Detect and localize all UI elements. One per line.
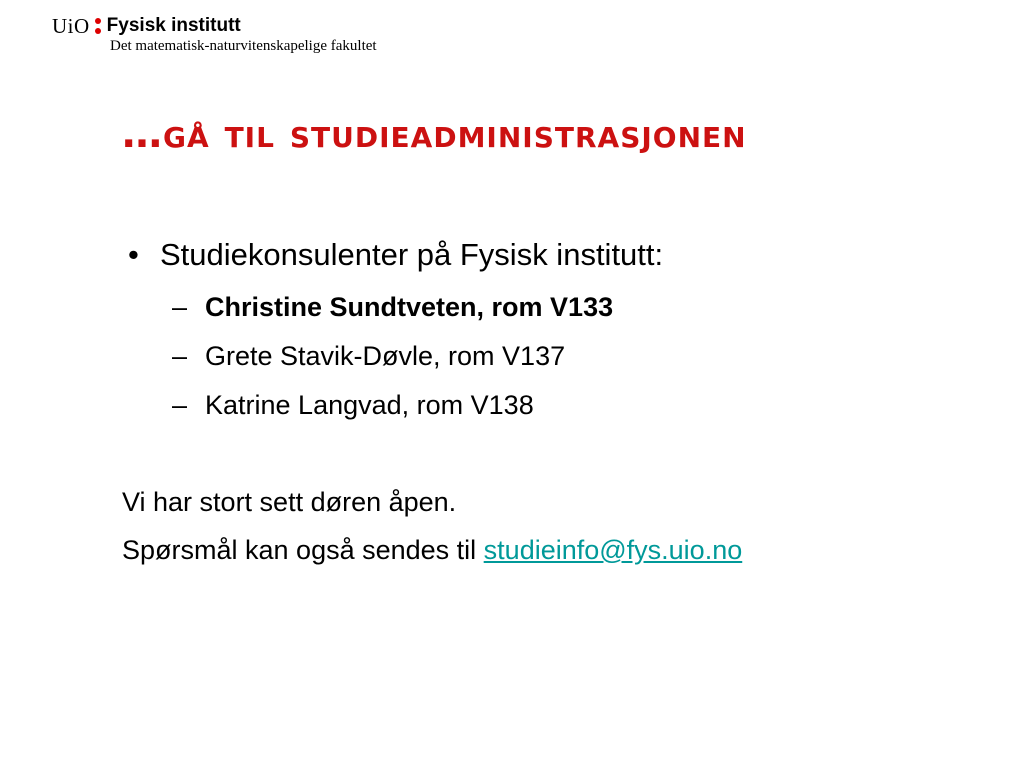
department-name: Fysisk institutt (106, 15, 241, 36)
uio-logo-text: UiO (52, 13, 90, 38)
open-door-text: Vi har stort sett døren åpen. (122, 487, 457, 517)
dash-icon: – (172, 292, 188, 322)
main-bullet-item (122, 233, 982, 277)
slide-title: …gå til studieadministrasjonen (122, 111, 747, 157)
questions-text: Spørsmål kan også sendes til (122, 535, 484, 565)
faculty-name: Det matematisk-naturvitenskapelige fakultet (110, 38, 377, 54)
contact-list (122, 283, 982, 430)
slide-content (122, 233, 982, 574)
contact-text: Katrine Langvad, rom V138 (205, 390, 534, 420)
dash-icon: – (172, 390, 188, 420)
contact-item (172, 381, 982, 430)
contact-text: Christine Sundtveten, rom V133 (205, 292, 614, 322)
email-link[interactable]: studieinfo@fys.uio.no (483, 535, 743, 565)
contact-text: Grete Stavik-Døvle, rom V137 (205, 341, 566, 371)
contact-item (172, 332, 982, 381)
dash-icon: – (172, 341, 188, 371)
main-bullet-text: Studiekonsulenter på Fysisk institutt: (160, 237, 664, 272)
uio-colon-icon (95, 18, 101, 34)
questions-line (122, 526, 982, 574)
bullet-icon: • (128, 237, 139, 272)
contact-item (172, 283, 982, 332)
header-logo-row (52, 12, 241, 40)
institution-header (52, 12, 377, 54)
